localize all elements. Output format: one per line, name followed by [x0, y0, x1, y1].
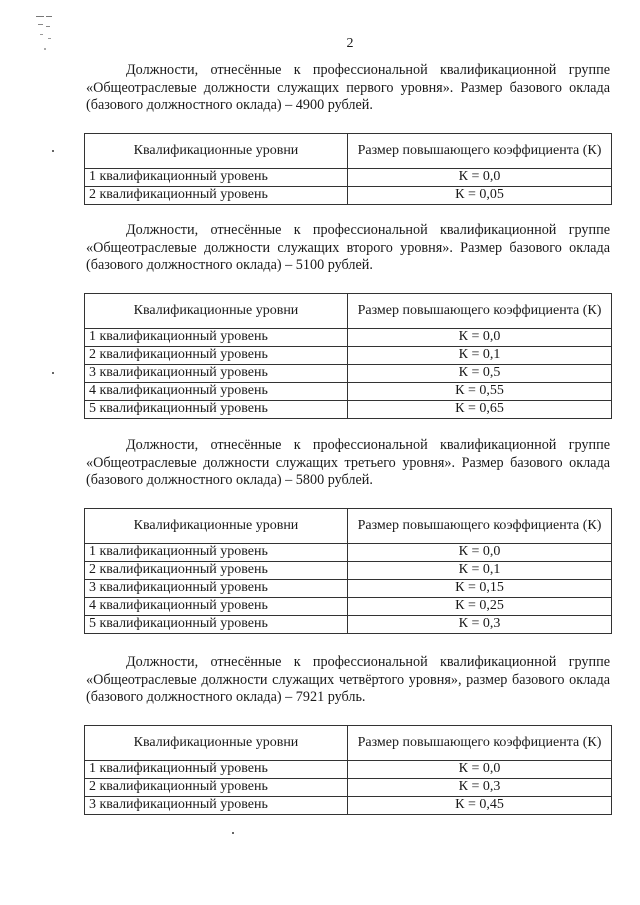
- header-levels: Квалификационные уровни: [85, 725, 348, 760]
- section-fourth-level: [86, 654, 610, 815]
- section-third-level: [86, 437, 610, 634]
- coefficient-table: [84, 293, 612, 419]
- coefficient-cell: К = 0,1: [348, 346, 612, 364]
- page-number: 2: [346, 36, 354, 51]
- level-cell: 4 квалификационный уровень: [85, 382, 348, 400]
- section-text: Должности, отнесённые к профессиональной квалификационной группе «Общеотраслевые должности служащих второго уровня». Размер базового оклада (базового должностного оклада) – 5100 рублей.: [86, 222, 610, 274]
- table-row: [85, 382, 612, 400]
- level-cell: 2 квалификационный уровень: [85, 778, 348, 796]
- level-cell: 5 квалификационный уровень: [85, 400, 348, 418]
- table-row: [85, 364, 612, 382]
- coefficient-cell: К = 0,25: [348, 597, 612, 615]
- section-text: Должности, отнесённые к профессиональной квалификационной группе «Общеотраслевые должности служащих первого уровня». Размер базового оклада (базового должностного оклада) – 4900 рублей.: [86, 62, 610, 114]
- coefficient-cell: К = 0,3: [348, 615, 612, 633]
- header-levels: Квалификационные уровни: [85, 293, 348, 328]
- coefficient-cell: К = 0,0: [348, 543, 612, 561]
- table-row: [85, 796, 612, 814]
- table-row: [85, 346, 612, 364]
- coefficient-cell: К = 0,15: [348, 579, 612, 597]
- table-row: [85, 168, 612, 186]
- table-row: [85, 597, 612, 615]
- table-header-row: [85, 293, 612, 328]
- table-row: [85, 186, 612, 204]
- header-coefficient: Размер повышающего коэффициента (К): [348, 725, 612, 760]
- table-row: [85, 579, 612, 597]
- section-second-level: [86, 222, 610, 419]
- coefficient-cell: К = 0,45: [348, 796, 612, 814]
- header-coefficient: Размер повышающего коэффициента (К): [348, 508, 612, 543]
- level-cell: 5 квалификационный уровень: [85, 615, 348, 633]
- coefficient-cell: К = 0,05: [348, 186, 612, 204]
- coefficient-cell: К = 0,3: [348, 778, 612, 796]
- coefficient-cell: К = 0,5: [348, 364, 612, 382]
- coefficient-table: [84, 725, 612, 815]
- scan-speck: [52, 372, 54, 374]
- scan-speck: [232, 832, 234, 834]
- header-levels: Квалификационные уровни: [85, 508, 348, 543]
- level-cell: 2 квалификационный уровень: [85, 561, 348, 579]
- header-levels: Квалификационные уровни: [85, 133, 348, 168]
- coefficient-table: [84, 508, 612, 634]
- table-header-row: [85, 133, 612, 168]
- coefficient-table: [84, 133, 612, 205]
- table-row: [85, 778, 612, 796]
- scan-speck: [52, 150, 54, 152]
- table-row: [85, 543, 612, 561]
- level-cell: 3 квалификационный уровень: [85, 364, 348, 382]
- coefficient-cell: К = 0,0: [348, 760, 612, 778]
- level-cell: 3 квалификационный уровень: [85, 579, 348, 597]
- section-first-level: [86, 62, 610, 205]
- coefficient-cell: К = 0,0: [348, 328, 612, 346]
- level-cell: 1 квалификационный уровень: [85, 543, 348, 561]
- level-cell: 3 квалификационный уровень: [85, 796, 348, 814]
- table-row: [85, 760, 612, 778]
- table-row: [85, 328, 612, 346]
- header-coefficient: Размер повышающего коэффициента (К): [348, 133, 612, 168]
- coefficient-cell: К = 0,65: [348, 400, 612, 418]
- table-row: [85, 400, 612, 418]
- table-header-row: [85, 508, 612, 543]
- table-row: [85, 615, 612, 633]
- coefficient-cell: К = 0,0: [348, 168, 612, 186]
- level-cell: 4 квалификационный уровень: [85, 597, 348, 615]
- table-row: [85, 561, 612, 579]
- section-text: Должности, отнесённые к профессиональной квалификационной группе «Общеотраслевые должности служащих четвёртого уровня», размер базового оклада (базового должностного оклада) – 7921 рубль.: [86, 654, 610, 706]
- section-text: Должности, отнесённые к профессиональной квалификационной группе «Общеотраслевые должности служащих третьего уровня». Размер базового оклада (базового должностного оклада) – 5800 рублей.: [86, 437, 610, 489]
- header-coefficient: Размер повышающего коэффициента (К): [348, 293, 612, 328]
- level-cell: 1 квалификационный уровень: [85, 760, 348, 778]
- level-cell: 2 квалификационный уровень: [85, 186, 348, 204]
- table-header-row: [85, 725, 612, 760]
- coefficient-cell: К = 0,55: [348, 382, 612, 400]
- coefficient-cell: К = 0,1: [348, 561, 612, 579]
- level-cell: 2 квалификационный уровень: [85, 346, 348, 364]
- level-cell: 1 квалификационный уровень: [85, 328, 348, 346]
- level-cell: 1 квалификационный уровень: [85, 168, 348, 186]
